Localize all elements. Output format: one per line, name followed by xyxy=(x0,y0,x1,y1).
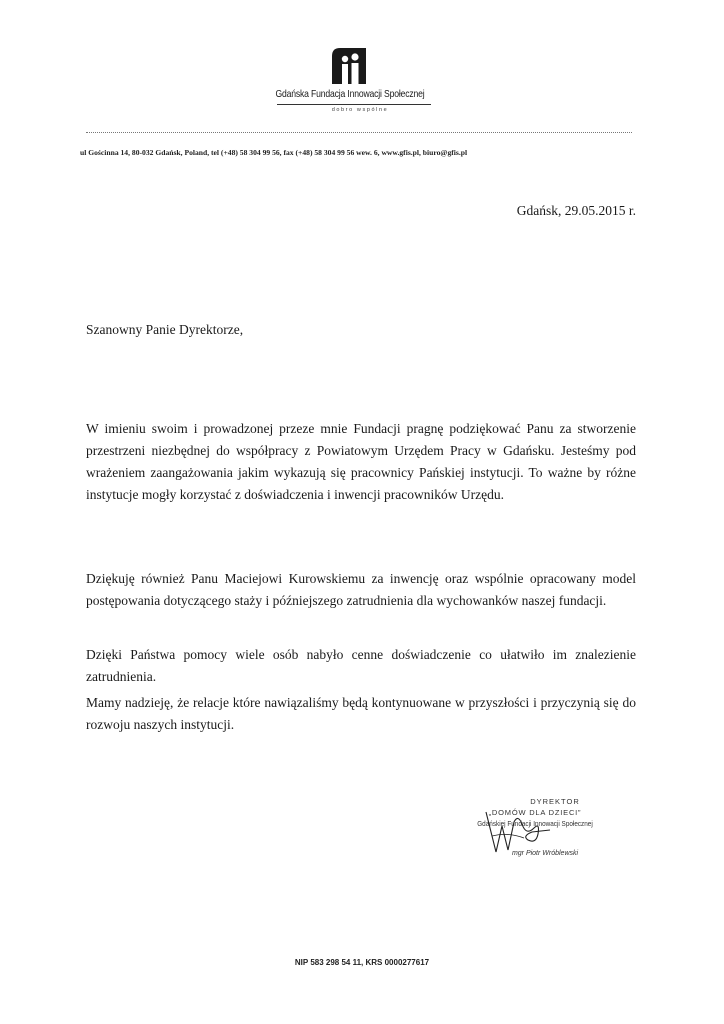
salutation: Szanowny Panie Dyrektorze, xyxy=(86,322,244,337)
logo-underline xyxy=(277,104,431,105)
registration-numbers: NIP 583 298 54 11, KRS 0000277617 xyxy=(294,958,430,967)
paragraph-closing: Mamy nadzieję, że relacje które nawiązaliśmy będą kontynuowane w przyszłości i przyczynią się do rozwoju naszych instytucji. xyxy=(86,695,636,732)
header-divider xyxy=(86,132,632,133)
stamp-org: „DOMÓW DLA DZIECI” xyxy=(488,808,582,817)
contact-info: ul Gościnna 14, 80-032 Gdańsk, Poland, tel (+48) 58 304 99 56, fax (+48) 58 304 99 56 wew. 6, www.gfis.pl, biuro@gfis.pl xyxy=(80,148,468,157)
stamp-name: mgr Piotr Wróblewski xyxy=(511,850,579,857)
letter-date: Gdańsk, 29.05.2015 r. xyxy=(516,203,636,218)
stamp-foundation: Gdańskiej Fundacji Innowacji Społecznej xyxy=(477,819,593,828)
organization-tagline: dobro wspólne xyxy=(331,107,389,113)
paragraph-impact: Dzięki Państwa pomocy wiele osób nabyło cenne doświadczenie co ułatwiło im znalezienie zatrudnienia. xyxy=(86,647,636,684)
paragraph-thanks: W imieniu swoim i prowadzonej przeze mnie Fundacji pragnę podziękować Panu za stworzenie przestrzeni niezbędnej do współpracy z Powiatowym Urzędem Pracy w Gdańsku. Jesteśmy pod wrażeniem zaangażowania jakim wykazują się pracownicy Pańskiej instytucji. To ważne by różne instytucje mogły korzystać z doświadczenia i inwencji pracowników Urzędu. xyxy=(86,421,636,502)
handwritten-signature-icon xyxy=(478,806,558,858)
paragraph-acknowledgement: Dziękuję również Panu Maciejowi Kurowskiemu za inwencję oraz wspólnie opracowany model postępowania dotyczącego staży i późniejszego zatrudnienia dla wychowanków naszej fundacji. xyxy=(86,571,636,608)
stamp-title: DYREKTOR xyxy=(530,797,580,806)
foundation-logo-icon xyxy=(326,44,372,88)
organization-name: Gdańska Fundacja Innowacji Społecznej xyxy=(275,88,425,100)
